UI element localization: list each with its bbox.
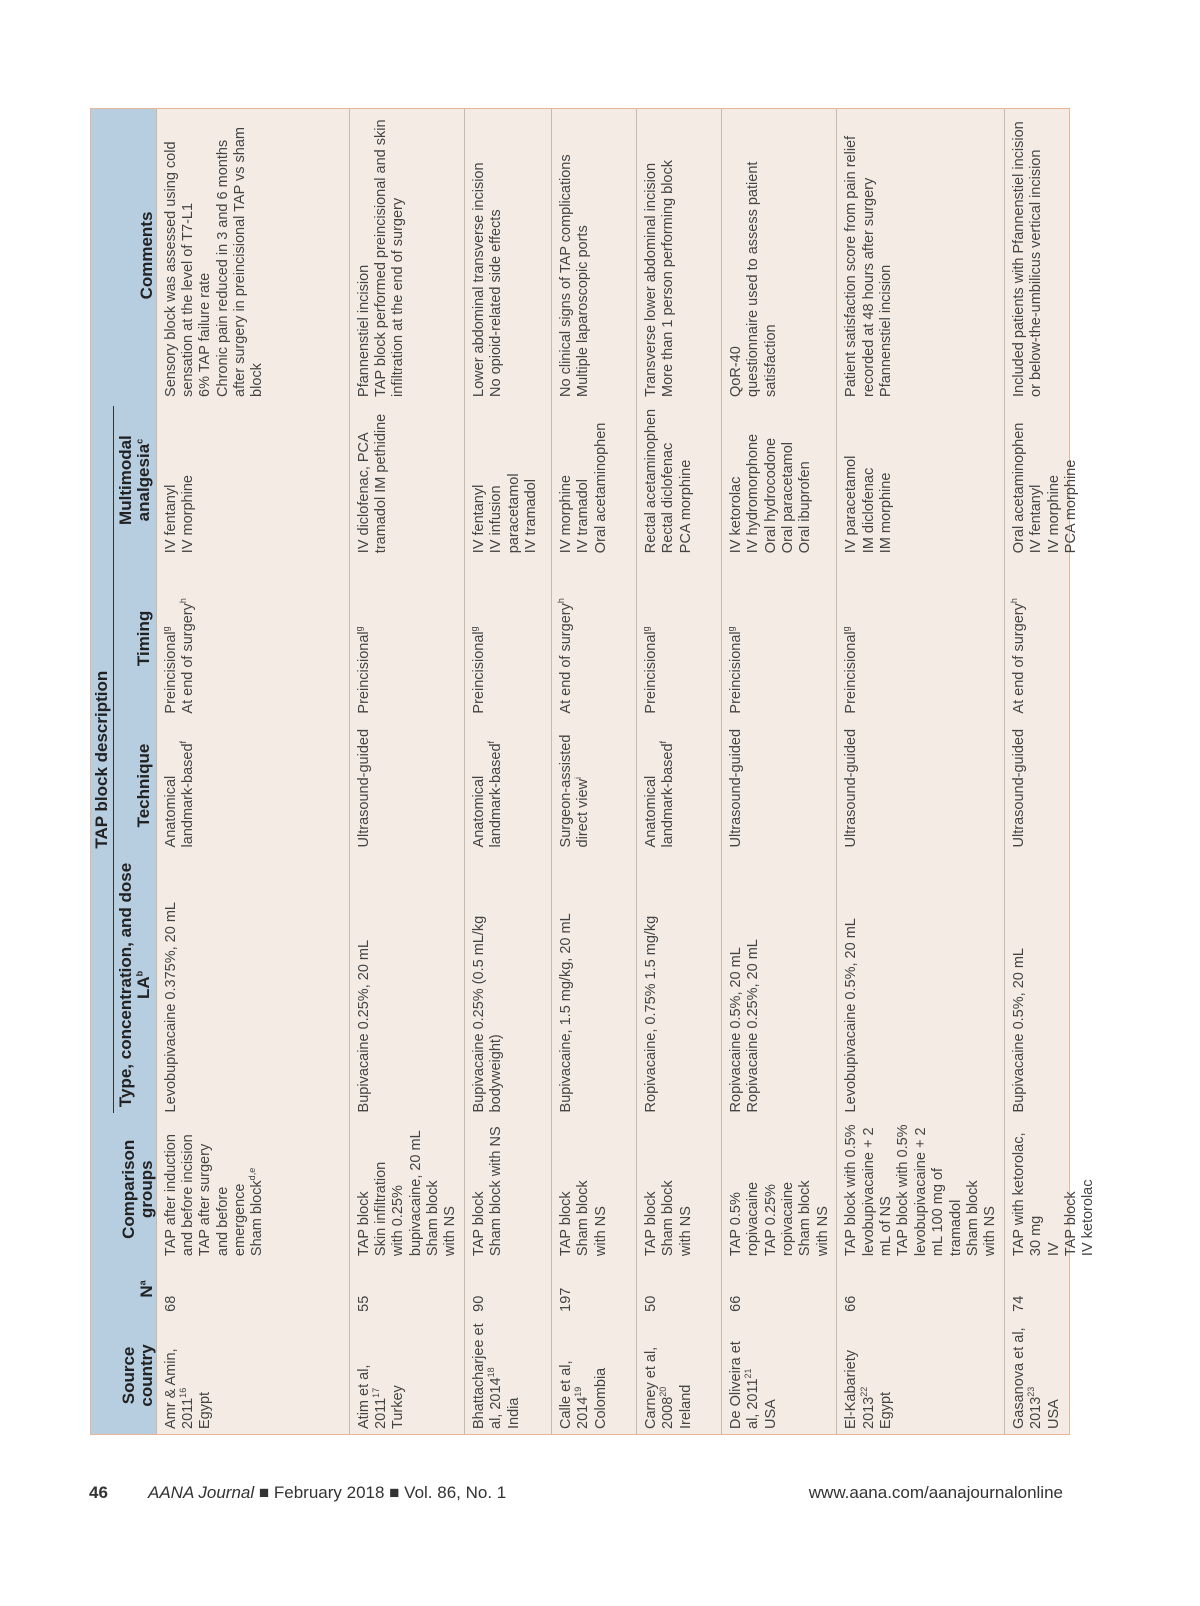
cell-groups: [464, 1117, 551, 1261]
timing-line: At end of surgery$^h$: [556, 598, 574, 714]
cell-comments: [349, 109, 464, 402]
groups-line: TAP block: [355, 1191, 372, 1257]
footnote-sup: f: [658, 740, 669, 744]
cell-n: [636, 1261, 721, 1317]
cell-comments: [551, 109, 636, 402]
analgesia-line: PCA morphine: [1062, 459, 1079, 554]
table-row: [156, 109, 349, 1434]
cell-n: [1004, 1261, 1139, 1317]
n-line: 90: [470, 1295, 487, 1312]
n-line: 50: [642, 1295, 659, 1312]
technique-line: Ultrasound-guided: [355, 728, 372, 848]
cell-comments: [837, 109, 1005, 402]
cell-source: [721, 1317, 836, 1434]
analgesia-line: PCA morphine: [677, 459, 694, 554]
analgesia-line: Rectal diclofenac: [660, 442, 677, 554]
groups-line: IV ketorolac: [1080, 1179, 1097, 1257]
comments-line: Patient satisfaction score from pain relief recorded at 48 hours after surgery: [843, 135, 877, 397]
footnote-sup: i: [573, 776, 584, 779]
cell-n: [551, 1261, 636, 1317]
journal-citation: AANA Journal ■ February 2018 ■ Vol. 86, No. 1: [148, 1483, 507, 1502]
type-line: Ropivacaine 0.25%, 20 mL: [745, 939, 762, 1113]
table-row: [551, 109, 636, 1434]
source-line: Turkey: [390, 1385, 407, 1429]
cell-type: [837, 852, 1005, 1117]
footnote-sup: f: [486, 740, 497, 744]
table-row: [1004, 109, 1139, 1434]
cell-comments: [464, 109, 551, 402]
cell-comments: [1004, 109, 1139, 402]
footnote-sup: h: [178, 598, 189, 604]
header-analgesia: Multimodal analgesia$^c$: [114, 402, 156, 558]
table-row: [721, 109, 836, 1434]
cell-comments: [156, 109, 349, 402]
table-row: [636, 109, 721, 1434]
footnote-sup: g: [353, 626, 364, 632]
cell-comments: [636, 109, 721, 402]
cell-timing: [349, 558, 464, 718]
comments-line: More than 1 person performing block: [660, 160, 677, 397]
footnote-sup: h: [1008, 598, 1019, 604]
comments-line: Chronic pain reduced in 3 and 6 months after surgery in preincisional TAP vs sham block: [214, 126, 266, 397]
page-footer: [89, 1483, 1063, 1507]
type-line: Ropivacaine 0.5%, 20 mL: [727, 947, 744, 1113]
comments-line: Sensory block was assessed using cold sensation at the level of T7-L1: [162, 141, 196, 397]
reference-sup: 18: [486, 1367, 497, 1378]
footnote-sup: g: [841, 626, 852, 632]
header-comments: Comments: [91, 109, 156, 402]
technique-line: Surgeon-assisted direct view$^i$: [557, 734, 592, 848]
technique-line: Anatomical landmark-based$^f$: [162, 740, 196, 848]
type-line: Levobupivacaine 0.5%, 20 mL: [843, 918, 860, 1113]
timing-line: Preincisional$^g$: [160, 626, 179, 714]
reference-sup: 19: [573, 1386, 584, 1397]
analgesia-line: IM diclofenac: [860, 467, 877, 554]
timing-line: At end of surgery$^h$: [178, 598, 196, 714]
timing-line: Preincisional$^g$: [353, 626, 372, 714]
cell-analgesia: [349, 402, 464, 558]
cell-timing: [156, 558, 349, 718]
footnote-sup: d,e: [247, 1167, 258, 1181]
table-row: [464, 109, 551, 1434]
analgesia-line: Oral ibuprofen: [797, 461, 814, 554]
timing-line: Preincisional$^g$: [841, 626, 860, 714]
cell-technique: [464, 719, 551, 853]
groups-line: Sham block: [660, 1180, 677, 1257]
groups-line: TAP with ketorolac, 30 mg: [1010, 1132, 1045, 1257]
source-line: Gasanova et al, 2013$^{23}$: [1010, 1327, 1045, 1429]
comments-line: Pfannenstiel incision: [355, 264, 372, 397]
cell-technique: [721, 719, 836, 853]
source-line: Ireland: [677, 1384, 694, 1429]
source-line: Egypt: [197, 1391, 214, 1429]
cell-technique: [551, 719, 636, 853]
cell-groups: [721, 1117, 836, 1261]
cell-timing: [636, 558, 721, 718]
groups-line: TAP 0.25% ropivacaine: [762, 1181, 797, 1257]
cell-groups: [837, 1117, 1005, 1261]
groups-line: TAP block with 0.5% levobupivacaine + 2 mL of NS: [843, 1124, 894, 1257]
groups-line: TAP block: [1062, 1191, 1079, 1257]
footnote-sup: g: [641, 626, 652, 632]
groups-line: TAP after surgery and before emergence: [197, 1143, 249, 1257]
groups-line: Sham block$^{d,e}$: [247, 1167, 266, 1257]
technique-line: Anatomical landmark-based$^f$: [470, 740, 505, 848]
source-line: USA: [762, 1399, 779, 1429]
header-n: $N^a$: [91, 1261, 156, 1317]
groups-line: with NS: [592, 1206, 609, 1257]
timing-line: Preincisional$^g$: [726, 626, 744, 714]
type-line: Ropivacaine, 0.75% 1.5 mg/kg: [642, 915, 659, 1113]
cell-analgesia: [721, 402, 836, 558]
header-groups: Comparison groups: [91, 1117, 156, 1261]
analgesia-line: IV fentanyl: [470, 484, 487, 554]
comments-line: Lower abdominal transverse incision: [470, 162, 487, 397]
cell-groups: [551, 1117, 636, 1261]
cell-technique: [156, 719, 349, 853]
groups-line: TAP block: [470, 1191, 487, 1257]
source-line: Carney et al, 2008$^{20}$: [642, 1346, 677, 1429]
cell-timing: [721, 558, 836, 718]
cell-source: [636, 1317, 721, 1434]
groups-line: TAP block: [557, 1191, 574, 1257]
reference-sup: 20: [658, 1386, 669, 1397]
header-timing: Timing: [114, 558, 156, 718]
cell-source: [464, 1317, 551, 1434]
footnote-sup: g: [160, 626, 171, 632]
comments-line: Included patients with Pfannenstiel incision or below-the-umbilicus vertical incision: [1010, 121, 1045, 397]
analgesia-line: IV infusion paracetamol: [488, 473, 522, 554]
cell-type: [1004, 852, 1139, 1117]
cell-timing: [464, 558, 551, 718]
footnote-sup: f: [178, 740, 189, 744]
cell-type: [551, 852, 636, 1117]
cell-source: [551, 1317, 636, 1434]
analgesia-line: IM morphine: [878, 472, 894, 554]
groups-line: with NS: [982, 1206, 999, 1257]
comments-line: QoR-40: [727, 346, 744, 397]
reference-sup: 21: [743, 1368, 754, 1379]
cell-n: [837, 1261, 1005, 1317]
reference-sup: 17: [371, 1387, 382, 1398]
comments-line: Multiple laparoscopic ports: [575, 225, 592, 397]
header-group-title: TAP block description: [91, 402, 114, 1117]
table-row: [349, 109, 464, 1434]
page-number: 46: [89, 1483, 108, 1502]
source-line: USA: [1045, 1399, 1062, 1429]
source-line: Bhattacharjee et al, 2014$^{18}$: [470, 1323, 505, 1429]
source-line: Calle et al, 2014$^{19}$: [557, 1360, 592, 1429]
timing-line: Preincisional$^g$: [469, 626, 487, 714]
cell-type: [464, 852, 551, 1117]
groups-line: with NS: [442, 1206, 459, 1257]
source-line: Atim et al, 2011$^{17}$: [355, 1364, 389, 1429]
n-line: 66: [727, 1295, 744, 1312]
groups-line: Sham block with NS: [488, 1126, 505, 1257]
cell-source: [1004, 1317, 1139, 1434]
n-line: 55: [355, 1295, 372, 1312]
footnote-sup: h: [556, 598, 567, 604]
cell-groups: [1004, 1117, 1139, 1261]
type-line: Bupivacaine, 1.5 mg/kg, 20 mL: [557, 913, 574, 1113]
technique-line: Ultrasound-guided: [727, 728, 744, 848]
type-line: Bupivacaine 0.25%, 20 mL: [355, 939, 372, 1113]
source-line: Amr & Amin, 2011$^{16}$: [162, 1348, 196, 1429]
comments-line: Pfannenstiel incision: [878, 264, 894, 397]
cell-analgesia: [837, 402, 1005, 558]
cell-technique: [837, 719, 1005, 853]
analgesia-line: IV hydromorphone: [745, 433, 762, 554]
reference-sup: 23: [1026, 1386, 1037, 1397]
cell-timing: [837, 558, 1005, 718]
cell-source: [349, 1317, 464, 1434]
analgesia-line: Oral paracetamol: [780, 441, 797, 554]
analgesia-line: IV diclofenac, PCA tramadol IM pethidine: [355, 413, 389, 554]
technique-line: Anatomical landmark-based$^f$: [642, 740, 677, 848]
type-line: Bupivacaine 0.5%, 20 mL: [1010, 948, 1027, 1113]
groups-line: Sham block: [964, 1180, 981, 1257]
technique-line: Ultrasound-guided: [1010, 728, 1027, 848]
type-line: Bupivacaine 0.25% (0.5 mL/kg bodyweight): [470, 915, 505, 1113]
cell-n: [349, 1261, 464, 1317]
technique-line: Ultrasound-guided: [843, 728, 860, 848]
cell-comments: [721, 109, 836, 402]
tap-block-table: [91, 109, 1139, 1434]
cell-type: [349, 852, 464, 1117]
groups-line: Sham block: [425, 1180, 442, 1257]
cell-technique: [349, 719, 464, 853]
analgesia-line: IV morphine: [557, 475, 574, 554]
source-line: De Oliveira et al, 2011$^{21}$: [727, 1341, 762, 1429]
comments-line: Transverse lower abdominal incision: [642, 162, 659, 397]
groups-line: TAP block: [642, 1191, 659, 1257]
cell-type: [156, 852, 349, 1117]
cell-technique: [636, 719, 721, 853]
cell-timing: [1004, 558, 1139, 718]
n-line: 66: [843, 1295, 860, 1312]
comments-line: TAP block performed preincisional and skin infiltration at the end of surgery: [372, 119, 407, 397]
groups-line: with 0.25% bupivacaine, 20 mL: [390, 1130, 424, 1257]
analgesia-line: IV paracetamol: [843, 455, 860, 554]
cell-analgesia: [156, 402, 349, 558]
analgesia-line: IV tramadol: [523, 479, 540, 554]
groups-line: IV: [1045, 1242, 1062, 1257]
rotated-table: [90, 108, 1097, 1435]
n-line: 68: [162, 1295, 179, 1312]
footnote-sup: g: [726, 626, 737, 632]
analgesia-line: Oral acetaminophen: [592, 422, 609, 554]
cell-analgesia: [636, 402, 721, 558]
analgesia-line: IV morphine: [179, 475, 196, 554]
cell-type: [721, 852, 836, 1117]
analgesia-line: IV fentanyl: [162, 484, 179, 554]
journal-url[interactable]: www.aana.com/aanajournalonline: [808, 1483, 1063, 1502]
cell-groups: [156, 1117, 349, 1261]
groups-line: with NS: [814, 1206, 831, 1257]
table-row: [837, 109, 1005, 1434]
cell-groups: [636, 1117, 721, 1261]
comments-line: No clinical signs of TAP complications: [557, 154, 574, 397]
header-technique: Technique: [114, 719, 156, 853]
timing-line: At end of surgery$^h$: [1008, 598, 1027, 714]
groups-line: Sham block: [575, 1180, 592, 1257]
comments-line: questionnaire used to assess patient satisfaction: [745, 161, 779, 397]
timing-line: Preincisional$^g$: [641, 626, 659, 714]
groups-line: Sham block: [797, 1180, 814, 1257]
cell-n: [156, 1261, 349, 1317]
cell-source: [837, 1317, 1005, 1434]
reference-sup: 22: [858, 1386, 869, 1397]
groups-line: TAP 0.5% ropivacaine: [727, 1181, 762, 1257]
source-line: Egypt: [878, 1391, 894, 1429]
analgesia-line: Oral acetaminophen: [1010, 422, 1027, 554]
comments-line: 6% TAP failure rate: [197, 272, 214, 397]
analgesia-line: IV ketorolac: [727, 476, 744, 554]
source-line: Colombia: [592, 1367, 609, 1429]
groups-line: TAP block with 0.5% levobupivacaine + 2 mL 100 mg of tramadol: [895, 1124, 964, 1257]
cell-n: [721, 1261, 836, 1317]
source-line: India: [505, 1397, 522, 1429]
type-line: Levobupivacaine 0.375%, 20 mL: [162, 902, 179, 1113]
cell-source: [156, 1317, 349, 1434]
table-container: [90, 108, 1200, 1429]
cell-timing: [551, 558, 636, 718]
cell-type: [636, 852, 721, 1117]
analgesia-line: IV tramadol: [575, 479, 592, 554]
cell-technique: [1004, 719, 1139, 853]
reference-sup: 16: [178, 1387, 189, 1398]
analgesia-line: IV morphine: [1045, 475, 1062, 554]
analgesia-line: Rectal acetaminophen: [642, 408, 659, 554]
cell-analgesia: [551, 402, 636, 558]
analgesia-line: Oral hydrocodone: [762, 437, 779, 554]
cell-n: [464, 1261, 551, 1317]
cell-groups: [349, 1117, 464, 1261]
groups-line: with NS: [677, 1206, 694, 1257]
comments-line: No opioid-related side effects: [488, 209, 505, 397]
cell-analgesia: [1004, 402, 1139, 558]
cell-analgesia: [464, 402, 551, 558]
n-line: 74: [1010, 1295, 1027, 1312]
groups-line: Skin infiltration: [372, 1161, 389, 1257]
n-line: 197: [557, 1287, 574, 1312]
groups-line: TAP after induction and before incision: [162, 1134, 196, 1257]
footnote-sup: g: [469, 626, 480, 632]
header-source: Source country: [91, 1317, 156, 1434]
header-type: Type, concentration, and dose $LA^b$: [114, 852, 156, 1117]
analgesia-line: IV fentanyl: [1028, 484, 1045, 554]
source-line: El-Kabariety 2013$^{22}$: [843, 1350, 877, 1429]
